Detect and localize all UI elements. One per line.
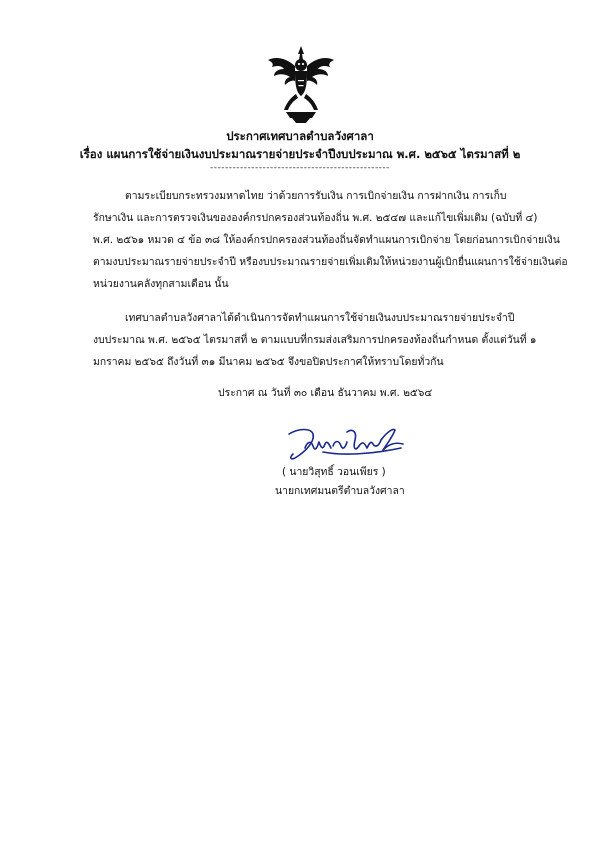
paragraph-1-line: พ.ศ. ๒๕๖๑ หมวด ๔ ข้อ ๓๘ ให้องค์กรปกครองส่วนท้องถิ่นจัดทำแผนการเบิกจ่าย โดยก่อนการเบิกจ่ายเงิน	[93, 234, 560, 246]
signer-name: ( นายวิสุทธิ์ วอนเพียร )	[282, 466, 386, 478]
paragraph-1-line: รักษาเงิน และการตรวจเงินขององค์กรปกครองส่วนท้องถิ่น พ.ศ. ๒๕๔๗ และแก้ไขเพิ่มเติม (ฉบับที่ ๔)	[93, 212, 538, 224]
paragraph-1-line: ตามงบประมาณรายจ่ายประจำปี หรืองบประมาณรายจ่ายเพิ่มเติมให้หน่วยงานผู้เบิกยื่นแผนการใช้จ่ายเงินต่อ	[93, 256, 568, 268]
paragraph-2-line: มกราคม ๒๕๖๕ ถึงวันที่ ๓๑ มีนาคม ๒๕๖๕ จึงขอปิดประกาศให้ทราบโดยทั่วกัน	[93, 356, 444, 368]
announcement-subject: เรื่อง แผนการใช้จ่ายเงินงบประมาณรายจ่ายประจำปีงบประมาณ พ.ศ. ๒๕๖๕ ไตรมาสที่ ๒	[79, 147, 521, 161]
signer-position: นายกเทศมนตรีตำบลวังศาลา	[275, 485, 405, 497]
announcement-date: ประกาศ ณ วันที่ ๓๐ เดือน ธันวาคม พ.ศ. ๒๕๖๔	[218, 387, 433, 399]
paragraph-1-line: ตามระเบียบกระทรวงมหาดไทย ว่าด้วยการรับเงิน การเบิกจ่ายเงิน การฝากเงิน การเก็บ	[125, 190, 507, 202]
title-divider: ------------------------------------------------	[210, 163, 390, 173]
paragraph-1-line: หน่วยงานคลังทุกสามเดือน นั้น	[93, 278, 229, 290]
paragraph-2-line: งบประมาณ พ.ศ. ๒๕๖๕ ไตรมาสที่ ๒ ตามแบบที่กรมส่งเสริมการปกครองท้องถิ่นกำหนด ตั้งแต่วันที่ ๑	[93, 334, 537, 346]
announcement-title: ประกาศเทศบาลตำบลวังศาลา	[226, 129, 374, 143]
garuda-emblem-icon	[262, 44, 340, 124]
paragraph-2-line: เทศบาลตำบลวังศาลาได้ดำเนินการจัดทำแผนการใช้จ่ายเงินงบประมาณรายจ่ายประจำปี	[125, 312, 515, 324]
